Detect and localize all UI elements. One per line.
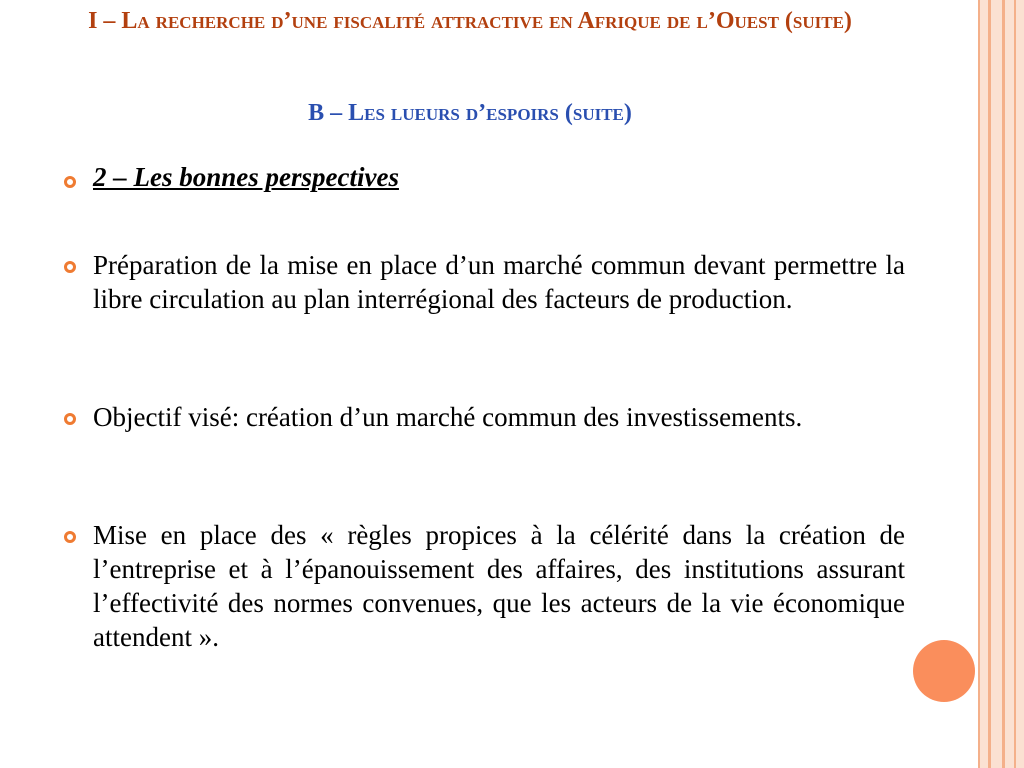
slide-subtitle: B – Les lueurs d’espoirs (suite) (308, 100, 632, 126)
slide-title: I – La recherche d’une fiscalité attractive en Afrique de l’Ouest (suite) (88, 8, 852, 34)
decorative-stripe (1016, 0, 1024, 768)
bullet-icon (64, 531, 76, 543)
bullet-icon (64, 176, 76, 188)
bullet-icon (64, 413, 76, 425)
bullet-text: Mise en place des « règles propices à la célérité dans la création de l’entreprise et à l’épanouissement des affaires, des institutions assurant l’effectivité des normes convenues, que les acteurs de la vie économique attendent ». (93, 520, 905, 652)
bullet-text: Préparation de la mise en place d’un marché commun devant permettre la libre circulation au plan interrégional des facteurs de production. (93, 250, 905, 314)
decorative-stripe (991, 0, 1002, 768)
decorative-circle (913, 640, 975, 702)
decorative-stripe (980, 0, 988, 768)
section-heading: 2 – Les bonnes perspectives (93, 162, 399, 192)
decorative-stripe (1005, 0, 1014, 768)
bullet-text: Objectif visé: création d’un marché commun des investissements. (93, 402, 803, 432)
bullet-icon (64, 261, 76, 273)
